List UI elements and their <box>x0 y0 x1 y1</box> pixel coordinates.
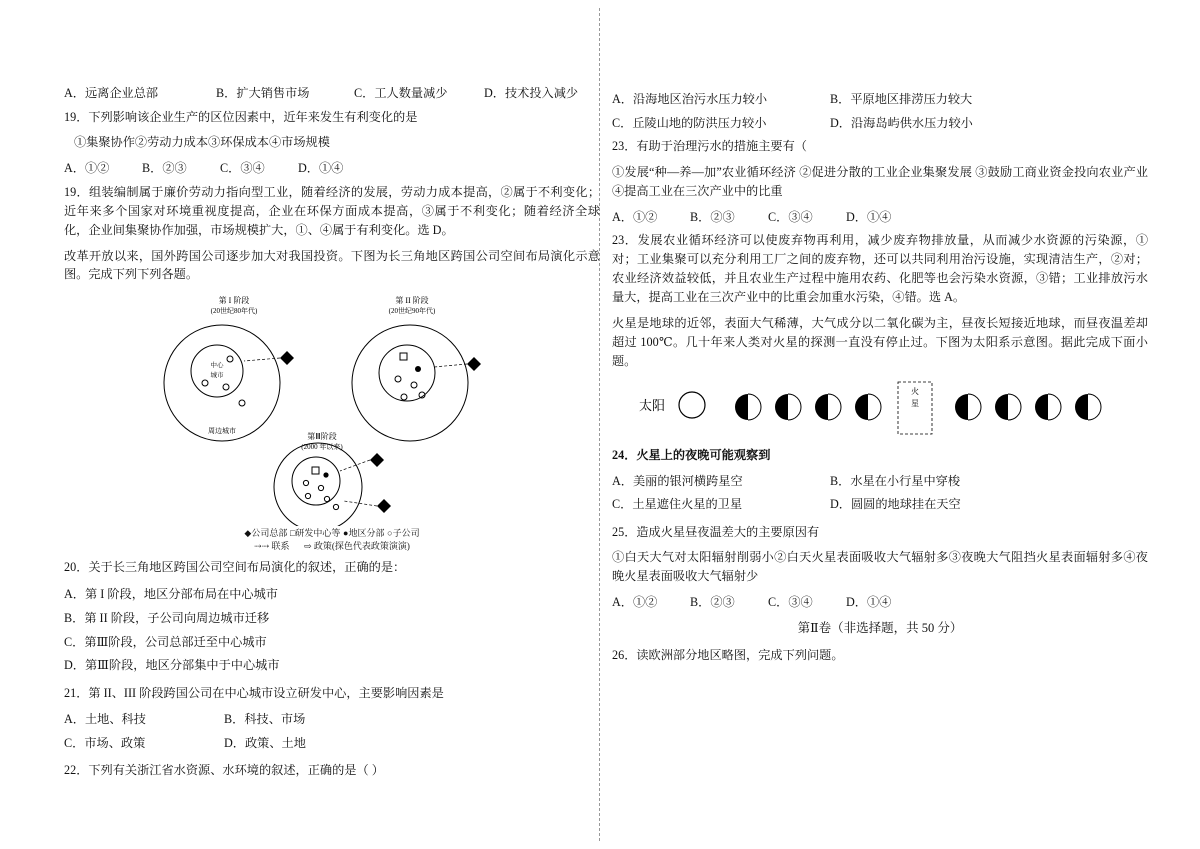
q23-options <box>612 208 1148 228</box>
q24-stem <box>612 446 1148 465</box>
q21-option-d: D．政策、土地 <box>224 735 306 750</box>
q22-text: 下列有关浙江省水资源、水环境的叙述，正确的是（ ） <box>88 763 384 778</box>
q21-number: 21． <box>64 686 89 701</box>
legend-item-rnd: □ <box>289 528 296 539</box>
svg-text:火: 火 <box>911 386 919 396</box>
left-column <box>64 84 600 787</box>
q20-option-d: D．第Ⅲ阶段，地区分部集中于中心城市 <box>64 658 280 673</box>
q23-option-d: D．①④ <box>846 209 892 224</box>
legend-arrow-policy: ⇨ <box>304 541 312 552</box>
q24-options-row2 <box>612 495 1148 515</box>
solar-system-svg <box>630 378 1130 440</box>
q25-option-d: D．①④ <box>846 595 892 610</box>
q19-answer <box>64 183 600 240</box>
svg-text:城市: 城市 <box>210 372 224 380</box>
q22-stem <box>64 761 600 780</box>
q24-number: 24． <box>612 447 637 462</box>
q21-stem <box>64 684 600 703</box>
mars-intro: 火星是地球的近邻，表面大气稀薄，大气成分以二氧化碳为主，昼夜长短接近地球，而昼夜温差却超过 100℃。几十年来人类对火星的探测一直没有停止过。下图为太阳系示意图。据此完成下面小题。 <box>612 315 1148 368</box>
q25-sub: ①白天大气对太阳辐射削弱小②白天火星表面吸收大气辐射多③夜晚大气阻挡火星表面辐射多④夜晚火星表面吸收大气辐射少 <box>612 550 1148 584</box>
q19-sub: ①集聚协作②劳动力成本③环保成本④市场规模 <box>74 135 330 150</box>
svg-text:第Ⅲ阶段: 第Ⅲ阶段 <box>307 432 337 442</box>
q22-option-d: D．沿海岛屿供水压力较小 <box>830 115 973 130</box>
q21-option-b: B．科技、市场 <box>224 712 306 727</box>
q23-option-b: B．②③ <box>690 209 735 224</box>
q21-options-row2 <box>64 734 600 754</box>
q23-answer-text: 发展农业循环经济可以使废弃物再利用，减少废弃物排放量，从而减少水资源的污染源，①对；工业集聚可以充分利用工厂之间的废弃物，还可以共同利用治污设施，实现清洁生产，②对；农业经济效益较低，并且农业生产过程中施用农药、化肥等也会污染水资源，③错；工业排放污水量大，提高工业在三次产业中的比重会加重水污染，④错。选 A。 <box>612 233 1149 304</box>
q19-text: 下列影响该企业生产的区位因素中，近年来发生有利变化的是 <box>88 109 418 124</box>
q20-text: 关于长三角地区跨国公司空间布局演化的叙述，正确的是： <box>88 560 406 575</box>
svg-text:(20世纪80年代): (20世纪80年代) <box>210 307 258 316</box>
svg-text:周边城市: 周边城市 <box>208 427 236 436</box>
q18-option-c: C．工人数量减少 <box>354 86 448 100</box>
legend-label-subsidiary: 子公司 <box>392 528 420 539</box>
q20-option-c: C．第Ⅲ阶段，公司总部迁至中心城市 <box>64 634 267 649</box>
legend-label-branch: 地区分部 <box>348 528 385 539</box>
q25-stem <box>612 523 1148 542</box>
q24-option-d: D．圆圆的地球挂在天空 <box>830 497 961 512</box>
svg-text:(20世纪90年代): (20世纪90年代) <box>388 307 436 316</box>
q25-option-a: A．①② <box>612 595 658 610</box>
q18-option-a: A．远离企业总部 <box>64 86 159 100</box>
right-column <box>612 90 1148 672</box>
q22-option-a: A．沿海地区治污水压力较小 <box>612 92 768 106</box>
q21-options-row1 <box>64 710 600 730</box>
q23-stem <box>612 137 1148 156</box>
q21-text: 第 II、III 阶段跨国公司在中心城市设立研发中心，主要影响因素是 <box>88 686 444 701</box>
q24-option-b: B．水星在小行星中穿梭 <box>830 473 961 488</box>
q26-number: 26． <box>612 648 637 663</box>
svg-text:太阳: 太阳 <box>638 397 666 413</box>
q18-options <box>64 84 600 104</box>
legend-label-rnd: 研发中心等 <box>295 528 341 539</box>
svg-text:(2000 年以来): (2000 年以来) <box>301 443 343 452</box>
passage-intro: 改革开放以来，国外跨国公司逐步加大对我国投资。下图为长三角地区跨国公司空间布局演化示意图。完成下列下列各题。 <box>64 248 600 282</box>
fdi-diagram-legend <box>64 526 600 539</box>
q24-options-row1 <box>612 472 1148 492</box>
q24-text: 火星上的夜晚可能观察到 <box>636 447 771 462</box>
q23-option-a: A．①② <box>612 209 658 224</box>
q19-option-b: B．②③ <box>142 161 187 176</box>
q25-options <box>612 593 1148 613</box>
q24-option-c: C．土星遮住火星的卫星 <box>612 497 743 512</box>
legend-item-subsidiary: ○ <box>387 528 393 539</box>
q20-option-b: B．第 II 阶段，子公司向周边城市迁移 <box>64 611 270 626</box>
q25-number: 25． <box>612 524 637 539</box>
fdi-diagram-legend2 <box>64 539 600 552</box>
legend-arrow-link: ⇢⇢ <box>254 541 270 552</box>
q22-options-row1 <box>612 90 1148 110</box>
svg-text:第 II 阶段: 第 II 阶段 <box>395 296 429 306</box>
q19-option-c: C．③④ <box>220 161 265 176</box>
solar-system-diagram <box>612 378 1148 440</box>
q21-option-c: C．市场、政策 <box>64 735 146 750</box>
q19-answer-number: 19． <box>64 184 89 199</box>
q22-option-c: C．丘陵山地的防洪压力较小 <box>612 115 767 130</box>
q23-option-c: C．③④ <box>768 209 813 224</box>
legend-label-link: 联系 <box>271 541 290 552</box>
q19-stem <box>64 108 600 127</box>
q22-options-row2 <box>612 114 1148 134</box>
q18-option-b: B．扩大销售市场 <box>216 86 310 100</box>
q20-number: 20． <box>64 560 89 575</box>
q24-option-a: A．美丽的银河横跨星空 <box>612 473 743 488</box>
legend-item-branch: ● <box>343 528 349 539</box>
q20-option-a: A．第 I 阶段，地区分部布局在中心城市 <box>64 587 278 602</box>
svg-text:星: 星 <box>911 398 919 408</box>
q23-number: 23． <box>612 139 637 154</box>
q25-option-b: B．②③ <box>690 595 735 610</box>
legend-label-policy: 政策(探色代表政策演演) <box>313 541 410 552</box>
q19-option-d: D．①④ <box>298 161 344 176</box>
q23-answer-number: 23． <box>612 233 638 248</box>
fdi-diagram <box>64 291 600 552</box>
q26-stem <box>612 646 1148 665</box>
q25-option-c: C．③④ <box>768 595 813 610</box>
q19-answer-text: 组装编制属于廉价劳动力指向型工业，随着经济的发展，劳动力成本提高，②属于不利变化；近年来多个国家对环境重视度提高，企业在环保方面成本提高，③属于不利变化；随着经济全球化，企业间集聚协作加强，市场规模扩大，①、④属于有利变化。选 D。 <box>64 184 601 237</box>
legend-item-headquarters: ◆ <box>244 528 252 539</box>
q18-option-d: D．技术投入减少 <box>484 86 579 100</box>
q20-stem <box>64 558 600 577</box>
fdi-diagram-svg <box>122 291 542 526</box>
q22-option-b: B．平原地区排涝压力较大 <box>830 92 973 106</box>
svg-text:中心: 中心 <box>210 362 224 370</box>
q23-answer <box>612 231 1148 307</box>
svg-text:第 I 阶段: 第 I 阶段 <box>218 296 250 306</box>
section-two-title: 第Ⅱ卷（非选择题，共 50 分） <box>797 620 963 635</box>
q19-options <box>64 159 600 179</box>
q25-text: 造成火星昼夜温差大的主要原因有 <box>636 524 820 539</box>
q22-number: 22． <box>64 763 89 778</box>
q19-option-a: A．①② <box>64 161 110 176</box>
legend-label-headquarters: 公司总部 <box>251 528 288 539</box>
q23-sub: ①发展“种—养—加”农业循环经济 ②促进分散的工业企业集聚发展 ③鼓励工商业资金投向农业产业 ④提高工业在三次产业中的比重 <box>612 164 1148 198</box>
q19-number: 19． <box>64 109 89 124</box>
q26-text: 读欧洲部分地区略图，完成下列问题。 <box>636 648 844 663</box>
q23-text: 有助于治理污水的措施主要有（ <box>636 139 807 154</box>
q21-option-a: A．土地、科技 <box>64 712 146 727</box>
